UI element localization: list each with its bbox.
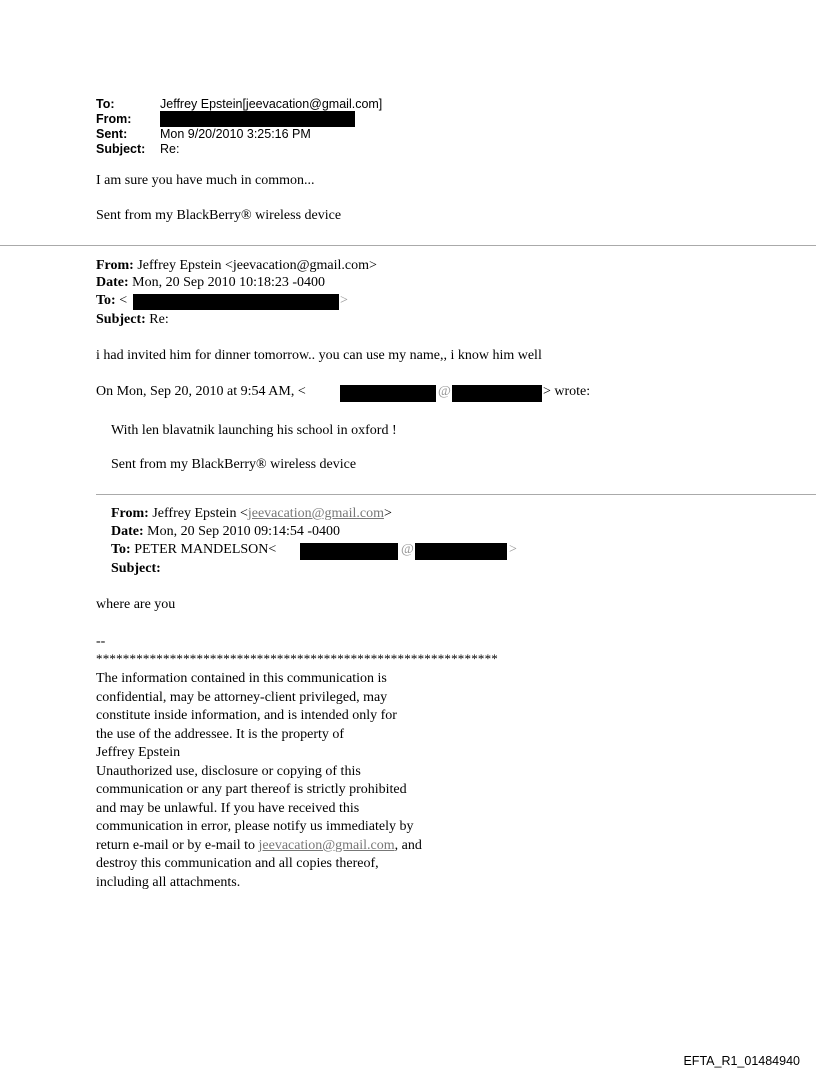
disclaimer-line: confidential, may be attorney-client privileged, may	[96, 689, 388, 705]
redaction-box	[160, 111, 355, 127]
to-line	[96, 293, 127, 309]
from-label: From:	[96, 112, 132, 126]
subject-line	[111, 561, 161, 577]
to-label: To:	[96, 293, 116, 308]
disclaimer-line: Jeffrey Epstein	[96, 745, 181, 760]
at-sign: @	[438, 384, 451, 399]
redaction-box	[133, 294, 339, 310]
email-link[interactable]: jeevacation@gmail.com	[247, 506, 384, 521]
subject-value: Re:	[149, 312, 169, 327]
date-value: Mon, 20 Sep 2010 09:14:54 -0400	[147, 524, 341, 539]
from-prefix: Jeffrey Epstein <	[152, 506, 248, 521]
to-value: Jeffrey Epstein[jeevacation@gmail.com]	[160, 97, 383, 111]
subject-label: Subject:	[96, 142, 146, 156]
separator-line	[96, 494, 816, 495]
to-line	[111, 542, 276, 558]
subject-value: Re:	[160, 142, 180, 156]
subject-label: Subject:	[111, 561, 161, 576]
disclaimer-line: including all attachments.	[96, 874, 241, 890]
subject-label: Subject:	[96, 312, 146, 327]
message-body: where are you	[96, 597, 176, 612]
signature-dashes: --	[96, 634, 106, 649]
disclaimer-line: The information contained in this communication is	[96, 671, 387, 686]
from-label: From:	[111, 506, 149, 521]
disclaimer-block	[96, 670, 422, 892]
quote-intro-prefix: On Mon, Sep 20, 2010 at 9:54 AM, <	[96, 384, 306, 399]
to-open-bracket: <	[119, 293, 128, 308]
subject-line	[96, 312, 169, 328]
quote-intro-suffix: > wrote:	[543, 384, 591, 399]
asterisk-divider: ************************************************************	[96, 651, 498, 666]
redaction-box	[340, 385, 436, 402]
at-sign: @	[401, 542, 414, 557]
redaction-box	[452, 385, 542, 402]
date-label: Date:	[96, 275, 129, 290]
to-label: To:	[111, 542, 131, 557]
disclaimer-line-prefix: return e-mail or by e-mail to	[96, 837, 259, 853]
to-close-bracket: >	[340, 293, 348, 308]
message-body: i had invited him for dinner tomorrow.. you can use my name,, i know him well	[96, 348, 542, 363]
to-label: To:	[96, 97, 115, 111]
disclaimer-line-suffix: , and	[394, 837, 422, 853]
disclaimer-line: and may be unlawful. If you have received this	[96, 800, 360, 816]
quoted-body: With len blavatnik launching his school in oxford !	[111, 423, 397, 438]
disclaimer-line: Unauthorized use, disclosure or copying of this	[96, 763, 361, 779]
disclaimer-line: communication or any part thereof is strictly prohibited	[96, 782, 407, 797]
from-value: Jeffrey Epstein <jeevacation@gmail.com>	[137, 258, 377, 273]
disclaimer-line: constitute inside information, and is intended only for	[96, 708, 397, 723]
sent-value: Mon 9/20/2010 3:25:16 PM	[160, 127, 311, 141]
date-line	[96, 275, 325, 291]
sent-label: Sent:	[96, 127, 128, 141]
to-close-bracket: >	[509, 542, 517, 557]
quoted-signature: Sent from my BlackBerry® wireless device	[111, 457, 357, 472]
from-line	[96, 258, 377, 274]
disclaimer-line	[96, 837, 422, 856]
to-value: PETER MANDELSON<	[134, 542, 277, 557]
disclaimer-line: the use of the addressee. It is the property of	[96, 726, 345, 742]
date-value: Mon, 20 Sep 2010 10:18:23 -0400	[132, 275, 326, 290]
message-signature: Sent from my BlackBerry® wireless device	[96, 208, 342, 223]
date-label: Date:	[111, 524, 144, 539]
from-suffix: >	[383, 506, 392, 521]
from-line	[111, 506, 392, 522]
redaction-box	[415, 543, 507, 560]
from-label: From:	[96, 258, 134, 273]
email-link[interactable]: jeevacation@gmail.com	[258, 837, 395, 853]
separator-line	[0, 245, 816, 246]
message-body: I am sure you have much in common...	[96, 173, 315, 188]
redaction-box	[300, 543, 398, 560]
disclaimer-line: communication in error, please notify us immediately by	[96, 819, 414, 834]
bates-number: EFTA_R1_01484940	[683, 1054, 800, 1068]
disclaimer-line: destroy this communication and all copies thereof,	[96, 856, 379, 871]
date-line	[111, 524, 340, 540]
